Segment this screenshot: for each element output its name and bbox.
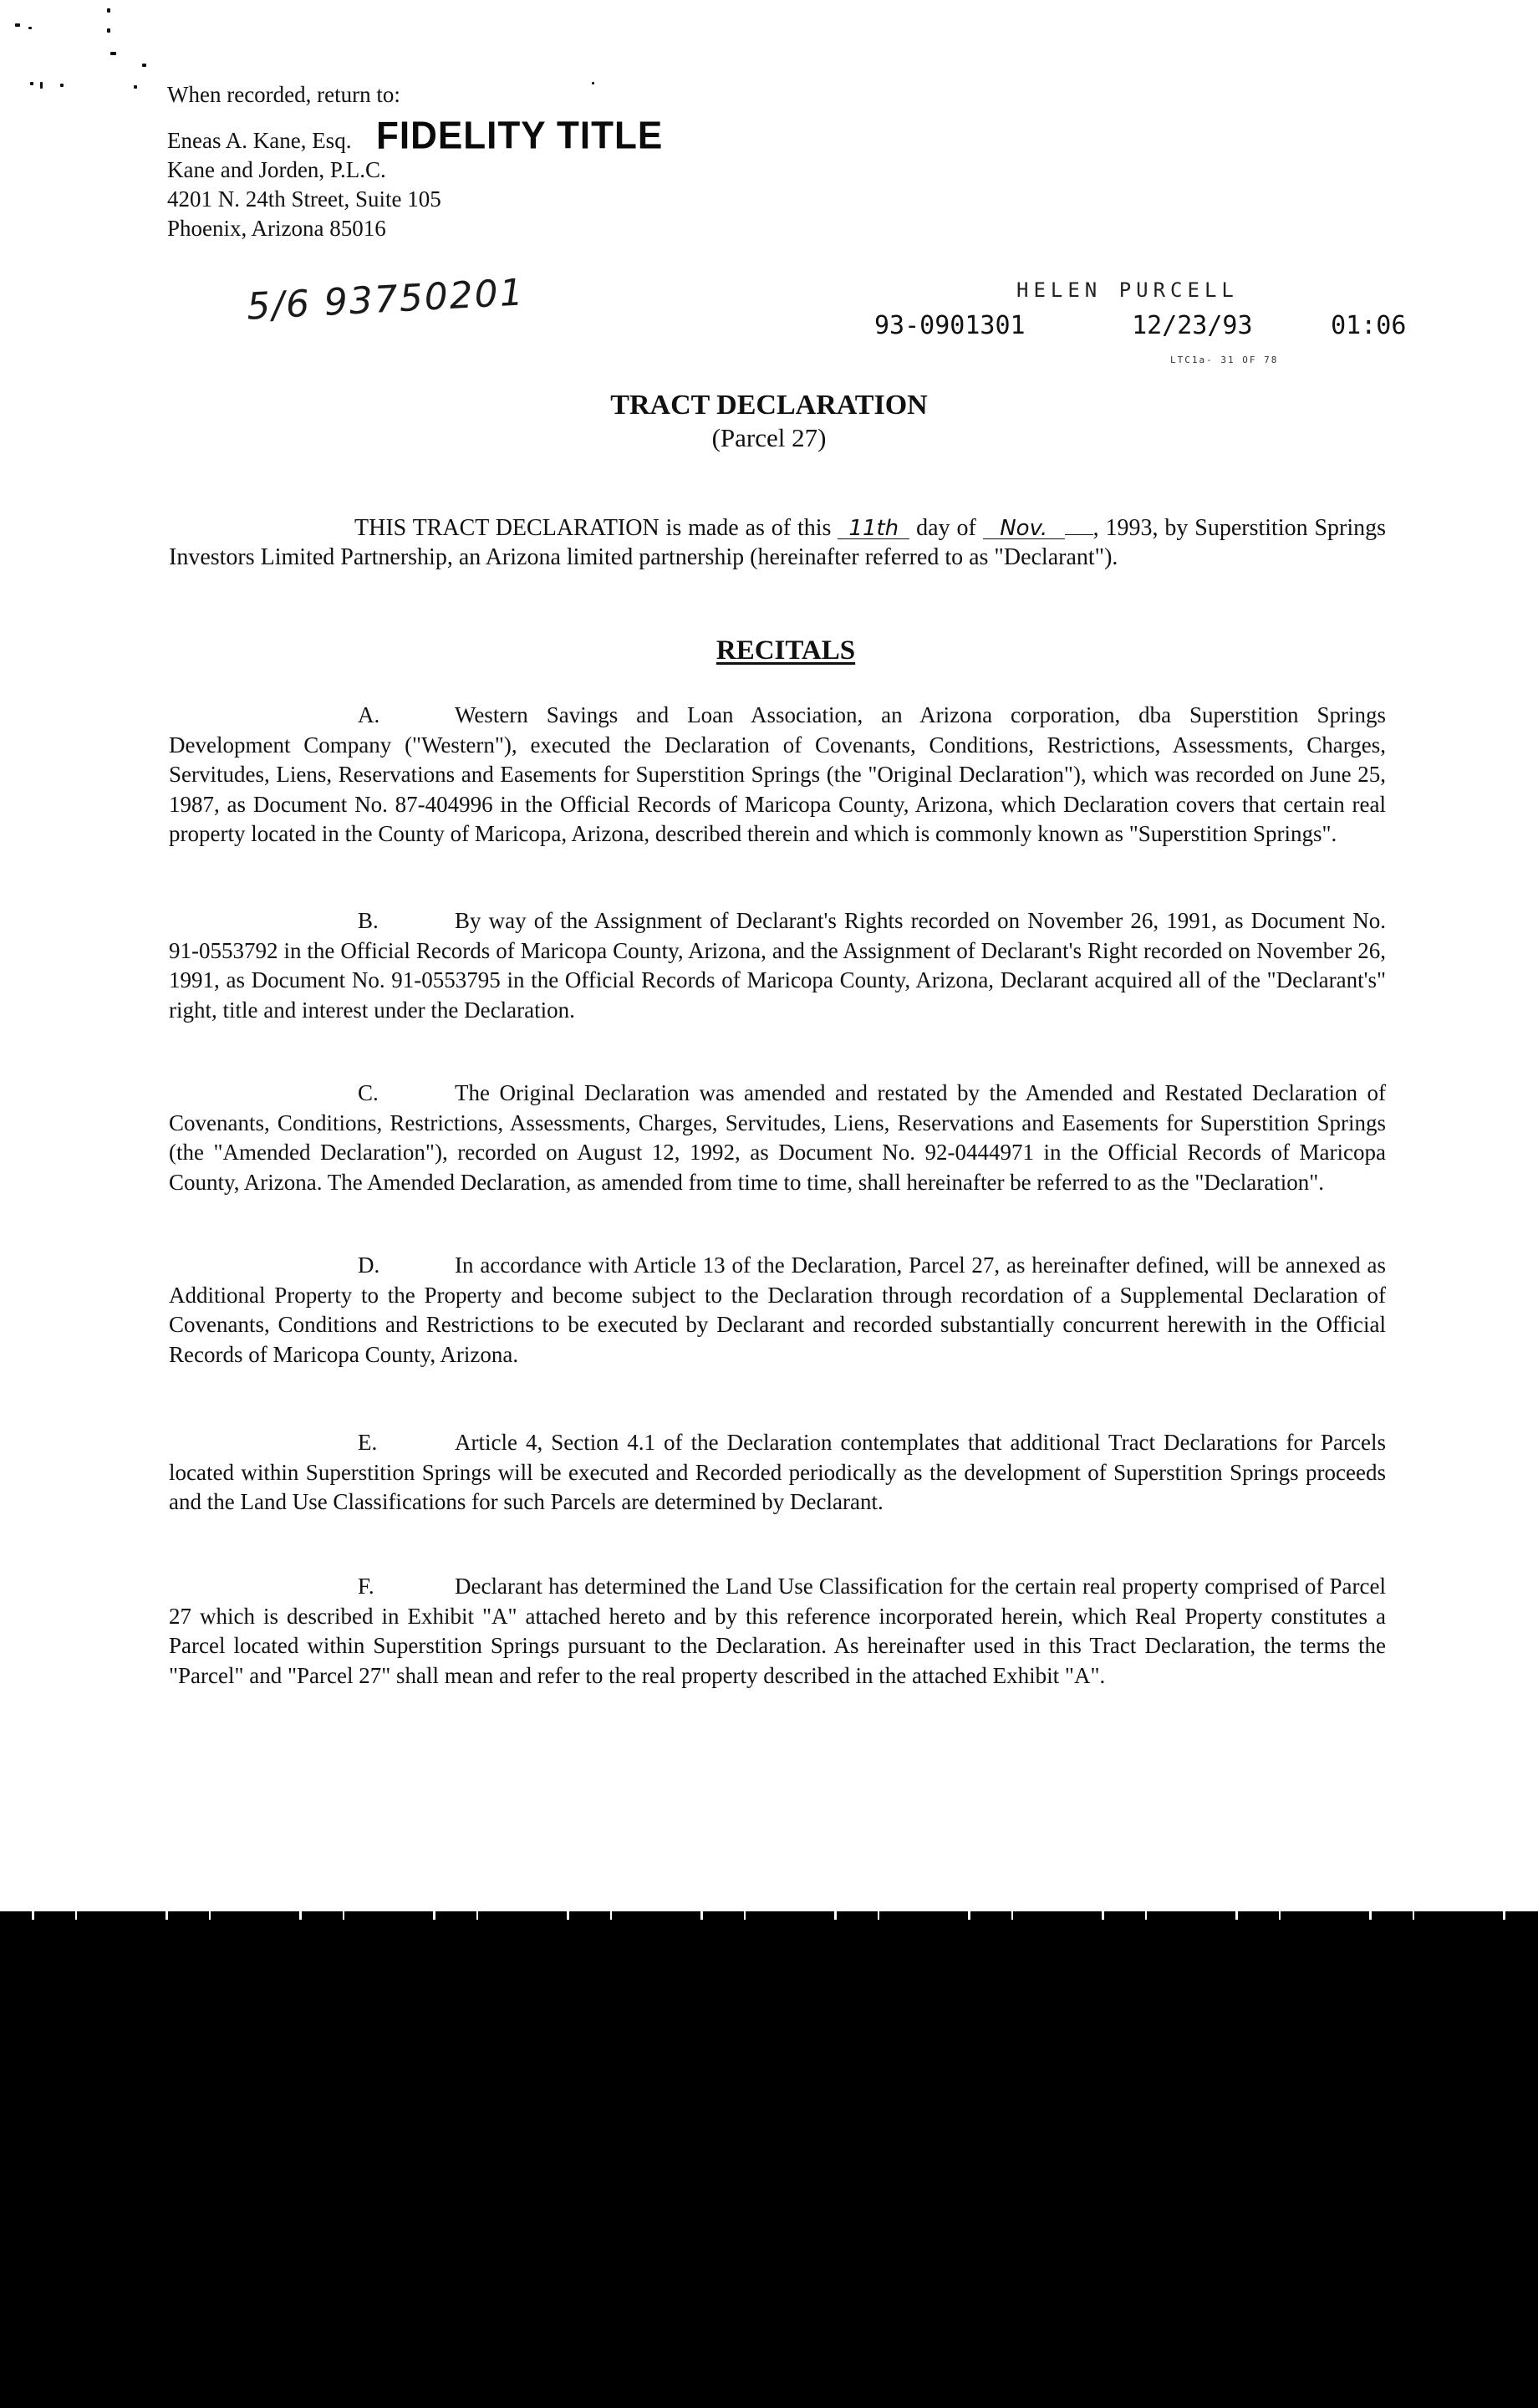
recorder-time: 01:06 <box>1331 311 1407 340</box>
recital-letter: A. <box>358 702 380 727</box>
recital-paragraph <box>169 1079 1386 1197</box>
title-company-stamp: FIDELITY TITLE <box>376 114 664 158</box>
recital-letter: C. <box>358 1080 379 1105</box>
scan-speck <box>592 82 594 84</box>
recital-paragraph <box>169 1572 1386 1691</box>
return-street: 4201 N. 24th Street, Suite 105 <box>167 186 441 212</box>
recitals-heading: RECITALS <box>716 635 856 666</box>
return-city: Phoenix, Arizona 85016 <box>167 216 386 241</box>
handwritten-day: 11th <box>838 518 909 539</box>
scan-speck <box>142 64 146 67</box>
recorder-stamp-line <box>874 311 1406 340</box>
return-address-block <box>167 80 441 243</box>
preamble-paragraph <box>169 513 1386 572</box>
scan-speck <box>40 82 43 89</box>
handwritten-month: Nov. <box>983 518 1065 539</box>
scan-speck <box>30 82 33 85</box>
scan-speck <box>107 8 110 13</box>
return-heading: When recorded, return to: <box>167 82 400 107</box>
return-name: Eneas A. Kane, Esq. <box>167 128 352 153</box>
recital-paragraph <box>169 906 1386 1025</box>
scan-black-margin <box>0 1920 1538 2408</box>
recorder-doc-number: 93-0901301 <box>874 311 1026 340</box>
recital-text: Article 4, Section 4.1 of the Declaration contemplates that additional Tract Declarations for Parcels located within Superstition Springs will be executed and Recorded periodically as the development of Superstition Springs proceeds and the Land Use Classifications for such Parcels are determined by Declarant. <box>169 1430 1386 1514</box>
preamble-text-1: THIS TRACT DECLARATION is made as of this <box>354 515 832 541</box>
scan-speck <box>134 85 137 89</box>
recital-text: Western Savings and Loan Association, an Arizona corporation, dba Superstition Springs Development Company ("Western"), executed the Declaration of Covenants, Conditions, Restrictions, Assessments, Charges, Servitudes, Liens, Reservations and Easements for Superstition Springs (the "Original Declaration"), which was recorded on June 25, 1987, as Document No. 87-404996 in the Official Records of Maricopa County, Arizona, which Declaration covers that certain real property located in the County of Maricopa, Arizona, described therein and which is commonly known as "Superstition Springs". <box>169 702 1386 846</box>
scan-speck <box>28 27 32 29</box>
recital-paragraph <box>169 1251 1386 1370</box>
blank-line <box>1065 534 1093 535</box>
preamble-text-3: , 1993, by Superstition Springs Investors Limited Partnership, an Arizona limited partnership (hereinafter referred to as "Declarant"). <box>169 515 1387 570</box>
recital-text: Declarant has determined the Land Use Classification for the certain real property comprised of Parcel 27 which is described in Exhibit "A" attached hereto and by this reference incorporated herein, which Real Property constitutes a Parcel located within Superstition Springs pursuant to the Declaration. As hereinafter used in this Tract Declaration, the terms the "Parcel" and "Parcel 27" shall mean and refer to the real property described in the attached Exhibit "A". <box>169 1574 1386 1688</box>
recital-letter: E. <box>358 1430 378 1455</box>
return-firm: Kane and Jorden, P.L.C. <box>167 157 386 182</box>
scan-speck <box>15 23 20 27</box>
scan-speck <box>110 52 116 55</box>
handwritten-reference: 5/6 93750201 <box>245 271 526 329</box>
recital-letter: F. <box>358 1574 374 1599</box>
scan-speck <box>60 84 64 87</box>
preamble-text-2: day of <box>916 515 976 541</box>
recorder-page-count: LTC1a- 31 OF 78 <box>1170 355 1279 365</box>
recorder-name: HELEN PURCELL <box>1016 278 1239 302</box>
scan-speck <box>107 28 110 33</box>
recital-paragraph <box>169 701 1386 849</box>
recital-paragraph <box>169 1428 1386 1518</box>
document-subtitle: (Parcel 27) <box>711 423 827 452</box>
recital-letter: B. <box>358 908 379 933</box>
recital-text: In accordance with Article 13 of the Declaration, Parcel 27, as hereinafter defined, will be annexed as Additional Property to the Property and become subject to the Declaration through recordation of a Supplemental Declaration of Covenants, Conditions and Restrictions to be executed by Declarant and recorded substantially concurrent herewith in the Official Records of Maricopa County, Arizona. <box>169 1252 1386 1367</box>
recital-text: The Original Declaration was amended and restated by the Amended and Restated Declaration of Covenants, Conditions, Restrictions, Assessments, Charges, Servitudes, Liens, Reservations and Easements for Superstition Springs (the "Amended Declaration"), recorded on August 12, 1992, as Document No. 92-0444971 in the Official Records of Maricopa County, Arizona. The Amended Declaration, as amended from time to time, shall hereinafter be referred to as the "Declaration". <box>169 1080 1386 1195</box>
document-title: TRACT DECLARATION <box>610 390 928 421</box>
recital-text: By way of the Assignment of Declarant's Rights recorded on November 26, 1991, as Document No. 91-0553792 in the Official Records of Maricopa County, Arizona, and the Assignment of Declarant's Right recorded on November 26, 1991, as Document No. 91-0553795 in the Official Records of Maricopa County, Arizona, Declarant acquired all of the "Declarant's" right, title and interest under the Declaration. <box>169 908 1386 1023</box>
recital-letter: D. <box>358 1252 380 1278</box>
recorder-date: 12/23/93 <box>1132 311 1253 340</box>
